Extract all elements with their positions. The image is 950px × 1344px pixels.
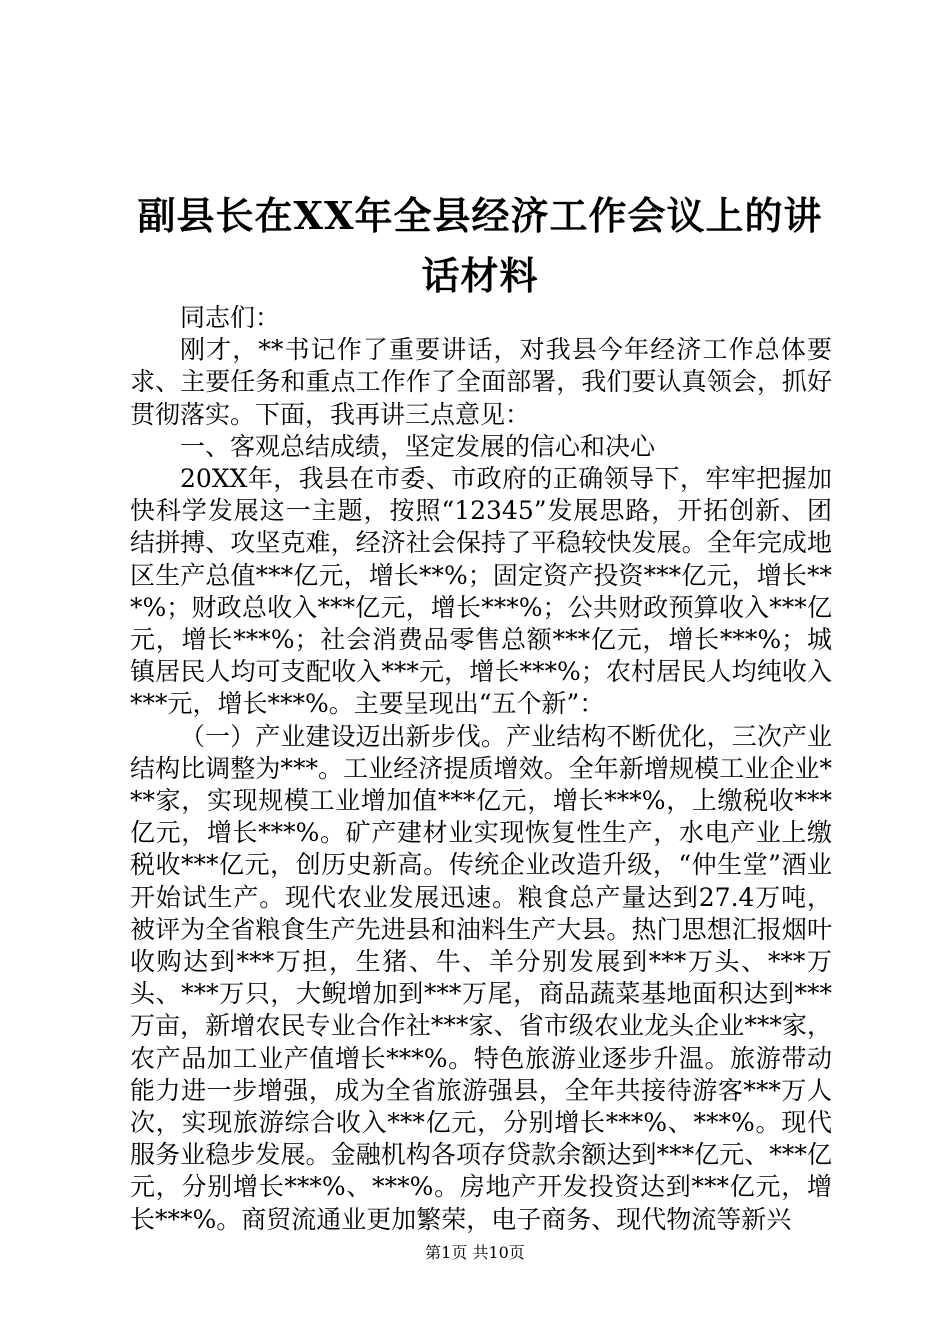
document-title: 副县长在XX年全县经济工作会议上的讲话材料 — [137, 193, 823, 298]
greeting-paragraph: 同志们： — [180, 303, 281, 332]
document-body — [130, 302, 832, 1236]
industry-paragraph: （一）产业建设迈出新步伐。产业结构不断优化，三次产业结构比调整为***。工业经济提质增效。全年新增规模工业企业***家，实现规模工业增加值***亿元，增长***%，上缴税收***亿元，增长***%。矿产建材业实现恢复性生产，水电产业上缴税收***亿元，创历史新高。传统企业改造升级，“仲生堂”酒业开始试生产。现代农业发展迅速。粮食总产量达到27.4万吨，被评为全省粮食生产先进县和油料生产大县。热门思想汇报烟叶收购达到***万担，生猪、牛、羊分别发展到***万头、***万头、***万只，大鲵增加到***万尾，商品蔬菜基地面积达到***万亩，新增农民专业合作社***家、省市级农业龙头企业***家，农产品加工业产值增长***%。特色旅游业逐步升温。旅游带动能力进一步增强，成为全省旅游强县，全年共接待游客***万人次，实现旅游综合收入***亿元，分别增长***%、***%。现代服务业稳步发展。金融机构各项存贷款余额达到***亿元、***亿元，分别增长***%、***%。房地产开发投资达到***亿元，增长***%。商贸流通业更加繁荣，电子商务、现代物流等新兴 — [130, 721, 832, 1234]
page-footer: 第1页 共10页 — [425, 1243, 525, 1262]
intro-paragraph: 刚才，**书记作了重要讲话，对我县今年经济工作总体要求、主要任务和重点工作作了全面部署，我们要认真领会，抓好贯彻落实。下面，我再讲三点意见： — [130, 335, 832, 429]
section-heading: 一、客观总结成绩，坚定发展的信心和决心 — [180, 431, 656, 461]
summary-paragraph: 20XX年，我县在市委、市政府的正确领导下，牢牢把握加快科学发展这一主题，按照“12345”发展思路，开拓创新、团结拼搏、攻坚克难，经济社会保持了平稳较快发展。全年完成地区生产总值***亿元，增长**%；固定资产投资***亿元，增长***%；财政总收入***亿元，增长***%；公共财政预算收入***亿元，增长***%；社会消费品零售总额***亿元，增长***%；城镇居民人均可支配收入***元，增长***%；农村居民人均纯收入***元，增长***%。主要呈现出“五个新”： — [130, 464, 832, 719]
